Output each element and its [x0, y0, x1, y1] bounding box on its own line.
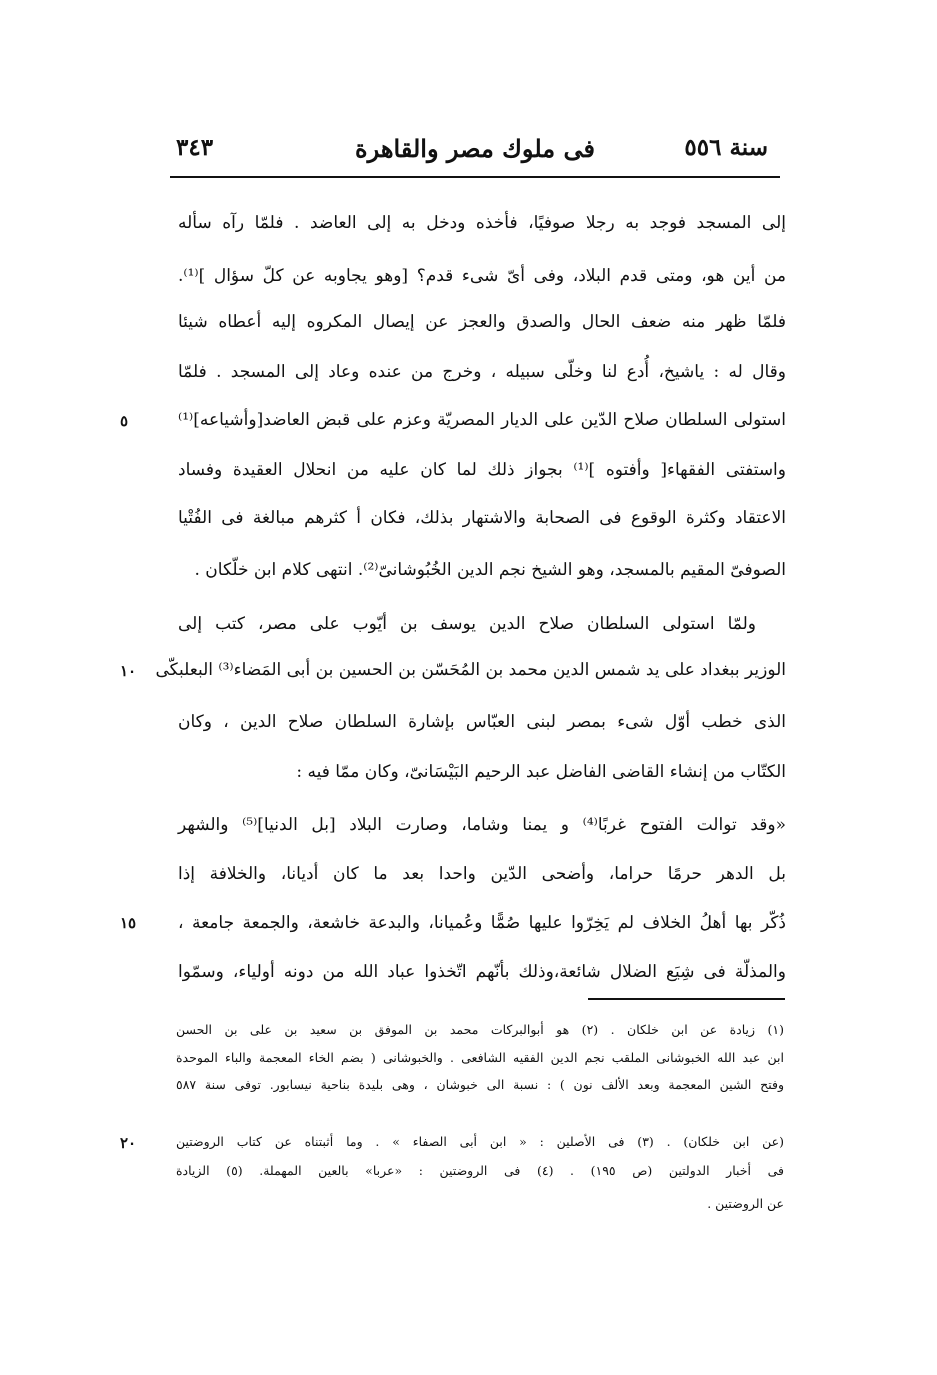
footnote-line: فى أخبار الدولتين (ص ١٩٥) . (٤) فى الروضتين : «عربا» بالعين المهملة. (٥) الزيادة	[176, 1163, 784, 1178]
footnote-line: (عن ابن خلكان) . (٣) فى الأصلين : « ابن أبى الصفاء » . وما أثبتناه عن كتاب الروضتين	[176, 1134, 784, 1149]
text-line: إلى المسجد فوجد به رجلا صوفيًا، فأخذه ودخل به إلى العاضد . فلمّا رآه سأله	[178, 213, 786, 233]
text-line: وقال له : ياشيخ، أُدع لنا وخلّى سبيله ، وخرج من عنده وعاد إلى المسجد . فلمّا	[178, 362, 786, 382]
text-line: بل الدهر حرمًا حراما، وأضحى الدّين واحدا بعد ما كان أديانا، والخلافة إذا	[178, 864, 786, 884]
text-line: فلمّا ظهر منه ضعف الحال والصدق والعجز عن إيصال المكروه إليه أعطاه شيئا	[178, 312, 786, 332]
text-line: الذى خطب أوّل شىء بمصر لبنى العبّاس بإشارة السلطان صلاح الدين ، وكان	[178, 712, 786, 732]
text-line: ولمّا استولى السلطان صلاح الدين يوسف بن أيّوب على مصر، كتب إلى	[178, 614, 756, 634]
header-year: سنة ٥٥٦	[684, 134, 768, 161]
text-line: الصوفىّ المقيم بالمسجد، وهو الشيخ نجم الدين الخُبُوشانىّ⁽²⁾. انتهى كلام ابن خلّكان .	[194, 560, 786, 580]
text-line: الوزير ببغداد على يد شمس الدين محمد بن المُحَسّن بن الحسين بن أبى المَضاء⁽³⁾ البعلبكّى	[155, 660, 786, 680]
footnote-line: (١) زيادة عن ابن خلكان . (٢) هو أبوالبركات محمد بن الموفق بن سعيد بن على بن الحسن	[176, 1022, 784, 1037]
text-line: الاعتقاد وكثرة الوقوع فى الصحابة والاشتهار بذلك، فكان أ كثرهم مبالغة فى الفُتْيا	[178, 508, 786, 528]
header-rule	[170, 176, 780, 178]
text-line: ذُكّر بها أهلُ الخلاف لم يَخِرّوا عليها صُمًّا وعُميانا، والبدعة خاشعة، والجمعة جامعة ،	[178, 913, 786, 933]
footnote-line: عن الروضتين .	[707, 1196, 784, 1211]
text-line: واستفتى الفقهاء[ وأفتوه ]⁽¹⁾ بجواز ذلك لما كان عليه من انحلال العقيدة وفساد	[178, 460, 786, 480]
margin-line-number: ١٥	[120, 914, 137, 932]
header-title: فى ملوك مصر والقاهرة	[355, 134, 595, 163]
margin-line-number: ٥	[120, 412, 129, 430]
margin-line-number: ٢٠	[120, 1134, 137, 1152]
text-line: والمذلّة فى شِيَع الضلال شائعة،وذلك بأنّهم اتّخذوا عباد الله من دونه أولياء، وسمّوا	[178, 962, 786, 982]
footnote-rule	[588, 998, 785, 1000]
footnote-line: ابن عبد الله الخبوشانى الملقب نجم الدين الفقيه الشافعى . والخبوشانى ( بضم الخاء المعجمة والباء الموحدة	[176, 1050, 784, 1065]
page-number: ٣٤٣	[176, 134, 214, 161]
text-line: «وقد توالت الفتوح غربًا⁽⁴⁾ و يمنا وشاما، وصارت البلاد [بل الدنيا]⁽⁵⁾ والشهر	[178, 815, 787, 835]
margin-line-number: ١٠	[120, 662, 137, 680]
footnote-line: وفتح الشين المعجمة وبعد الألف نون ) : نسبة الى خبوشان ، وهى بليدة بناحية نيسابور. توفى سنة ٥٨٧	[176, 1077, 784, 1092]
text-line: الكتّاب من إنشاء القاضى الفاضل عبد الرحيم البَيْسَانىّ، وكان ممّا فيه :	[296, 762, 786, 782]
text-line: من أين هو، ومتى قدم البلاد، وفى أىّ شىء قدم؟ [وهو يجاوبه عن كلّ سؤال ]⁽¹⁾.	[178, 266, 786, 286]
text-line: استولى السلطان صلاح الدّين على الديار المصريّة وعزم على قبض العاضد[وأشياعه]⁽¹⁾	[178, 410, 786, 430]
running-header	[170, 132, 780, 172]
